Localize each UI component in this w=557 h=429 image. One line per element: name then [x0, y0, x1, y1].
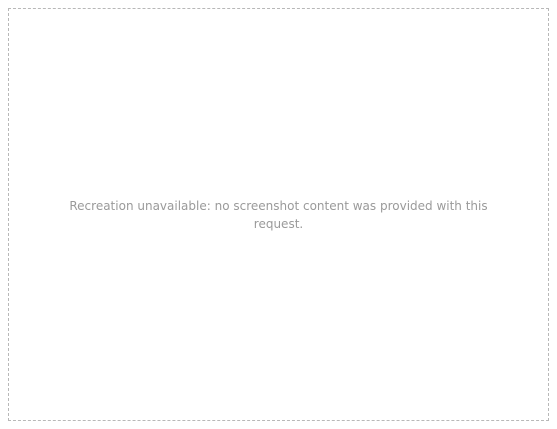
placeholder-note: Recreation unavailable: no screenshot content was provided with this request.: [69, 198, 488, 231]
empty-placeholder-frame: [8, 8, 549, 421]
